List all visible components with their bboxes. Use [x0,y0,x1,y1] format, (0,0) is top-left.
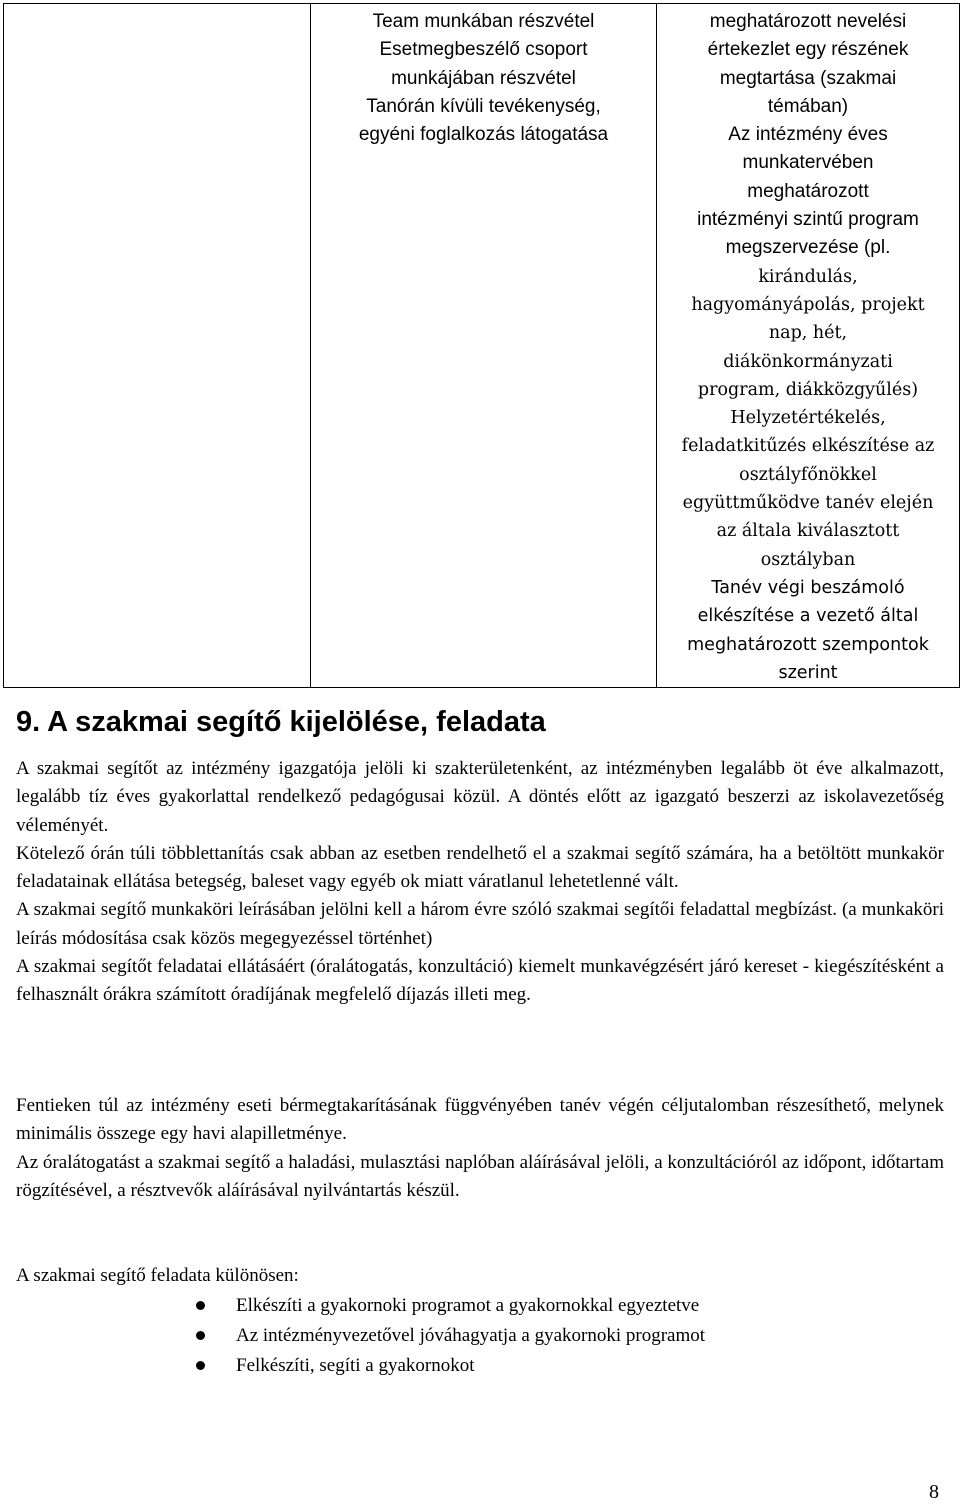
body-text-block-1 [16,755,944,1010]
list-item [196,1351,705,1381]
cell-line: témában) [767,95,849,117]
table-row [4,4,960,688]
cell-line: az általa kiválasztott [716,521,900,542]
cell-line: Az intézmény éves [728,124,888,146]
cell-line: diákönkormányzati [723,351,893,372]
cell-line: Team munkában részvétel [372,11,595,32]
list-item [196,1291,705,1321]
table-cell-empty [4,4,311,688]
cell-line: szerint [778,662,838,683]
cell-line: egyéni foglalkozás látogatása [358,124,609,146]
cell-line: program, diákközgyűlés) [697,379,919,400]
cell-line: elkészítése a vezető által [697,606,919,627]
body-text-block-2 [16,1092,944,1205]
paragraph: Kötelező órán túli többlettanítás csak abban az esetben rendelhető el a szakmai segítő számára, ha a betöltött munkakör feladatainak ellátása betegség, baleset vagy egyéb ok miatt váratlanul lehetetlenné vált. [16,842,944,893]
cell-line: értekezlet egy részének [707,39,909,61]
task-table [3,3,960,688]
cell-line: kirándulás, [758,266,858,287]
paragraph: A szakmai segítőt feladatai ellátásáért (óralátogatás, konzultáció) kiemelt munkavégzésért járó kereset - kiegészítésként a felhasznált órákra számított óradíjának megfelelő díjazás illeti meg. [16,956,944,1006]
cell-line: hagyományápolás, projekt [691,294,925,315]
paragraph: A szakmai segítő munkaköri leírásában jelölni kell a három évre szóló szakmai segítői feladattal megbízást. (a munkaköri leírás módosítása csak közös megegyezéssel történhet) [16,899,944,949]
bullet-icon [196,1331,205,1340]
cell-line: osztályban [760,549,856,570]
cell-line: Tanév végi beszámoló [711,577,905,598]
bullet-icon [196,1301,205,1310]
cell-line: együttműködve tanév elején [682,493,934,514]
cell-line: megtartása (szakmai [719,67,897,89]
cell-line: megszervezése (pl. [725,237,891,259]
page-number: 8 [929,1481,939,1503]
table-cell-activities [311,4,657,688]
cell-line: munkatervében [742,152,874,174]
body-text-block-3 [16,1262,944,1290]
cell-line: meghatározott nevelési [709,11,907,32]
cell-line: meghatározott [747,180,869,202]
list-item-text: Elkészíti a gyakornoki programot a gyakornokkal egyeztetve [236,1295,700,1316]
cell-line: Esetmegbeszélő csoport [379,39,588,61]
paragraph: Fentieken túl az intézmény eseti bérmegtakarításának függvényében tanév végén céljutalomban részesíthető, melynek minimális összege egy havi alapilletménye. [16,1095,944,1145]
table-cell-tasks [657,4,960,688]
list-item-text: Az intézményvezetővel jóváhagyatja a gyakornoki programot [236,1325,706,1346]
list-item-text: Felkészíti, segíti a gyakornokot [236,1355,475,1376]
activities-lines [311,4,656,149]
list-item [196,1321,705,1351]
tasks-lines [657,4,959,687]
task-list [196,1291,705,1381]
paragraph: A szakmai segítőt az intézmény igazgatója jelöli ki szakterületenként, az intézményben legalább öt éve alkalmazott, legalább tíz éves gyakorlattal rendelkező pedagógusai közül. A döntés előtt az igazgató beszerzi az iskolavezetőség véleményét. [16,758,944,836]
cell-line: Tanórán kívüli tevékenység, [366,95,601,117]
cell-line: intézményi szintű program [697,209,919,231]
bullet-icon [196,1361,205,1370]
cell-line: nap, hét, [768,323,848,344]
cell-line: feladatkitűzés elkészítése az [681,436,935,457]
list-intro: A szakmai segítő feladata különösen: [16,1265,299,1286]
cell-line: osztályfőnökkel [739,464,877,485]
section-title: 9. A szakmai segítő kijelölése, feladata [16,706,546,738]
cell-line: munkájában részvétel [391,67,576,89]
cell-line: Helyzetértékelés, [730,408,886,429]
cell-line: meghatározott szempontok [687,634,929,655]
paragraph: Az óralátogatást a szakmai segítő a haladási, mulasztási naplóban aláírásával jelöli, a konzultációról az időpont, időtartam rögzítésével, a résztvevők aláírásával nyilvántartás készül. [16,1151,944,1201]
